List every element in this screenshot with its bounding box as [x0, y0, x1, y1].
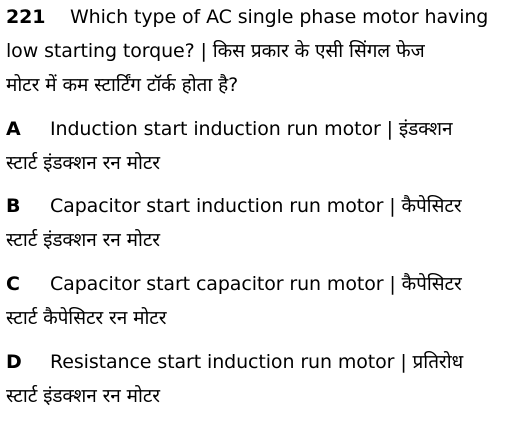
- option-b-letter: B: [6, 195, 21, 217]
- option-c-text: Capacitor start capacitor run motor | कैपेसिटर: [50, 273, 462, 295]
- option-a-text: Induction start induction run motor | इंडक्शन: [50, 118, 453, 140]
- question-line-2: low starting torque? | किस प्रकार के एसी सिंगल फेज: [6, 40, 425, 62]
- option-b-line-2: स्टार्ट इंडक्शन रन मोटर: [6, 229, 160, 251]
- question-number: 221: [6, 6, 46, 28]
- option-c-letter: C: [6, 273, 20, 295]
- option-a-letter: A: [6, 118, 21, 140]
- option-d-text: Resistance start induction run motor | प्रतिरोध: [50, 351, 464, 373]
- question-line-1: [6, 0, 518, 34]
- option-c-line-1: [6, 267, 518, 301]
- option-d[interactable]: [6, 345, 518, 413]
- option-b[interactable]: [6, 189, 518, 257]
- option-b-text: Capacitor start induction run motor | कैपेसिटर: [50, 195, 462, 217]
- option-a[interactable]: [6, 112, 518, 180]
- question-text-en: Which type of AC single phase motor having: [70, 6, 489, 28]
- option-c-line-2: स्टार्ट कैपेसिटर रन मोटर: [6, 307, 167, 329]
- option-d-line-1: [6, 345, 518, 379]
- option-a-line-2: स्टार्ट इंडक्शन रन मोटर: [6, 152, 160, 174]
- question-line-3: मोटर में कम स्टार्टिंग टॉर्क होता है?: [6, 74, 239, 96]
- option-d-line-2: स्टार्ट इंडक्शन रन मोटर: [6, 385, 160, 407]
- option-c[interactable]: [6, 267, 518, 335]
- question: [6, 0, 518, 102]
- option-d-letter: D: [6, 351, 22, 373]
- option-b-line-1: [6, 189, 518, 223]
- option-a-line-1: [6, 112, 518, 146]
